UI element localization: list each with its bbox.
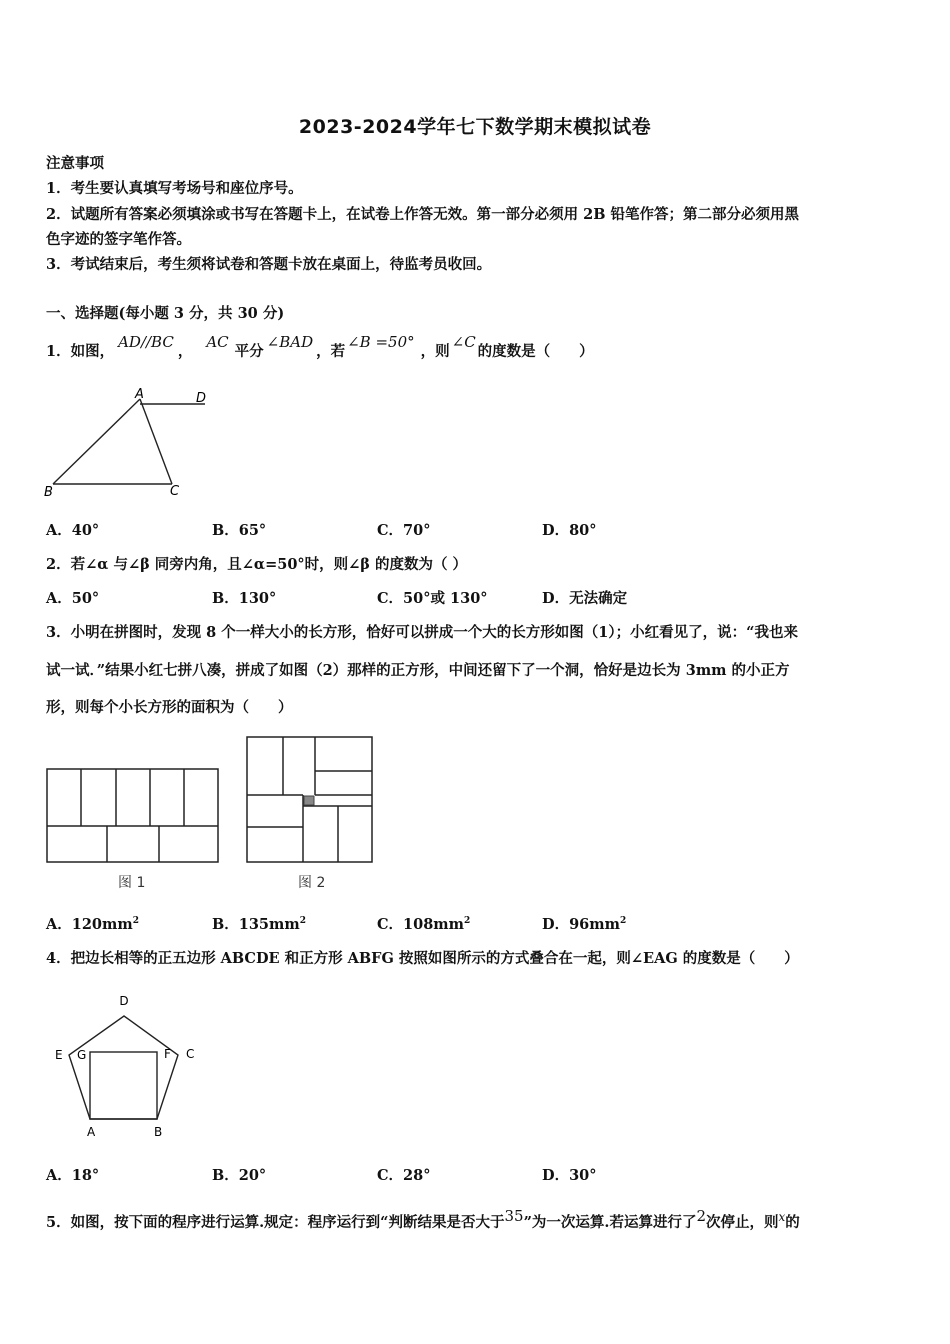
fig1-outer [47, 769, 218, 862]
segment-ab [53, 399, 140, 484]
math-ad-parallel-bc: AD//BC [118, 333, 174, 351]
label-d: D [196, 391, 207, 406]
q1-option-d[interactable]: D．80° [542, 522, 597, 539]
label-e: E [55, 1048, 63, 1062]
question-1-stem: 1．如图，AD//BC，AC平分∠BAD，若∠B =50°，则∠C的度数是（ ） [46, 333, 594, 360]
notice-item-2-cont: 色字迹的签字笔作答。 [46, 231, 191, 248]
notice-item-2: 2．试题所有答案必须填涂或书写在答题卡上，在试卷上作答无效。第一部分必须用 2B 铅笔作答；第二部分必须用黑 [46, 206, 800, 223]
label-c: C [186, 1047, 195, 1061]
label-d: D [119, 994, 129, 1008]
question-3-line-2: 试一试．”结果小红七拼八凑，拼成了如图（2）那样的正方形，中间还留下了一个洞，恰好是边长为 3mm 的小正方 [46, 662, 790, 679]
q4-option-d[interactable]: D．30° [542, 1167, 597, 1184]
math-angle-bad: ∠BAD [266, 333, 314, 351]
math-angle-c: ∠C [451, 333, 476, 351]
q3-option-b[interactable]: B．$135mm^2$ [212, 916, 306, 933]
q2-option-b[interactable]: B．130° [212, 590, 277, 607]
question-1-figure [40, 384, 220, 500]
question-4-figure [40, 990, 220, 1142]
q2-option-c[interactable]: C．50°或 130° [377, 590, 488, 607]
question-4-stem: 4．把边长相等的正五边形 ABCDE 和正方形 ABFG 按照如图所示的方式叠合在一起，则∠EAG 的度数是（ ） [46, 950, 799, 967]
label-a: A [87, 1125, 96, 1139]
segment-ac [140, 399, 172, 484]
label-g: G [77, 1048, 87, 1062]
notice-item-3: 3．考试结束后，考生须将试卷和答题卡放在桌面上，待监考员收回。 [46, 256, 492, 273]
figure-2-label: 图 2 [298, 875, 326, 891]
q1-option-a[interactable]: A．40° [46, 522, 100, 539]
q2-option-a[interactable]: A．50° [46, 590, 100, 607]
q1-option-b[interactable]: B．65° [212, 522, 267, 539]
q3-option-c[interactable]: C．$108mm^2$ [377, 916, 471, 933]
question-3-figures [40, 730, 390, 896]
question-2-stem: 2．若∠α 与∠β 同旁内角，且∠α=50°时，则∠β 的度数为（ ） [46, 556, 468, 573]
question-3-line-1: 3．小明在拼图时，发现 8 个一样大小的长方形，恰好可以拼成一个大的长方形如图（1）；小红看见了，说：“我也来 [46, 624, 798, 641]
label-c: C [170, 484, 180, 499]
q2-option-d[interactable]: D．无法确定 [542, 590, 628, 607]
label-f: F [164, 1047, 171, 1061]
question-3-line-3: 形，则每个小长方形的面积为（ ） [46, 699, 293, 716]
math-x: x [778, 1210, 786, 1224]
label-b: B [44, 485, 53, 500]
math-ac: AC [206, 333, 229, 351]
q4-option-b[interactable]: B．20° [212, 1167, 267, 1184]
figure-1-grid [47, 769, 218, 862]
math-angle-b-50: ∠B =50° [347, 333, 415, 351]
fig2-hole [304, 796, 314, 805]
q3-option-d[interactable]: D．$96mm^2$ [542, 916, 627, 933]
pentagon-abcde [69, 1016, 178, 1119]
label-b: B [154, 1125, 163, 1139]
q4-option-a[interactable]: A．18° [46, 1167, 100, 1184]
notice-heading: 注意事项 [46, 155, 104, 172]
q4-option-c[interactable]: C．28° [377, 1167, 431, 1184]
q3-option-a[interactable]: A．$120mm^2$ [46, 916, 139, 933]
notice-item-1: 1．考生要认真填写考场号和座位序号。 [46, 180, 303, 197]
q1-option-c[interactable]: C．70° [377, 522, 431, 539]
section-heading: 一、选择题(每小题 3 分，共 30 分) [46, 305, 285, 322]
figure-1-label: 图 1 [118, 875, 146, 891]
math-2: 2 [696, 1207, 707, 1225]
math-35: 35 [504, 1207, 524, 1225]
question-5-stem: 5．如图，按下面的程序进行运算.规定：程序运行到“判断结果是否大于35”为一次运算.若运算进行了2次停止，则$^x$的 [46, 1207, 800, 1231]
square-abfg [90, 1052, 157, 1119]
page-title: 2023-2024学年七下数学期末模拟试卷 [298, 116, 652, 138]
label-a: A [135, 387, 144, 402]
